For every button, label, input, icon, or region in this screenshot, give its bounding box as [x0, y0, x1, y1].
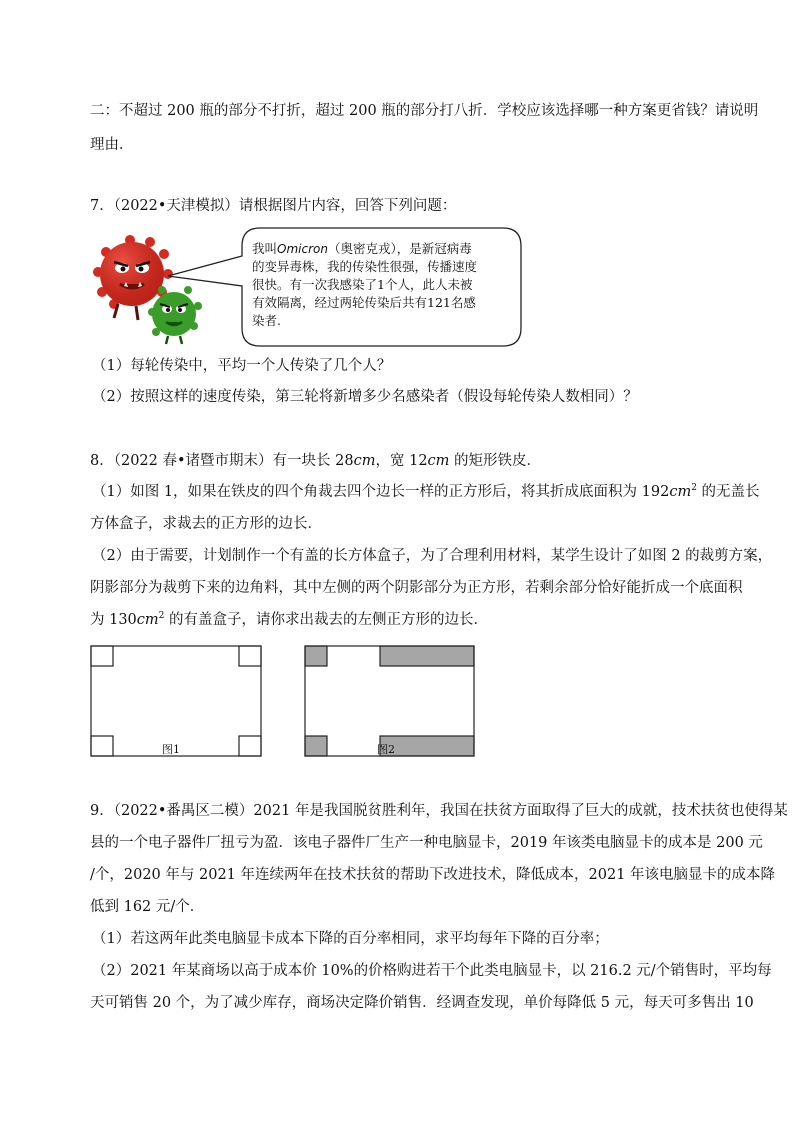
question-9-part-1: （1）若这两年此类电脑显卡成本下降的百分率相同，求平均每年下降的百分率； [92, 931, 609, 947]
bubble-line: 有效隔离，经过两轮传染后共有121名感 [252, 295, 476, 310]
question-8-part-2-cont: 阴影部分为裁剪下来的边角料，其中左侧的两个阴影部分为正方形，若剩余部分恰好能折成一个底面积 [90, 580, 743, 596]
question-7-part-1: （1）每轮传染中，平均一个人传染了几个人？ [92, 358, 392, 374]
question-8-part-2: （2）由于需要，计划制作一个有盖的长方体盒子，为了合理利用材料，某学生设计了如图 2 的裁剪方案， [92, 548, 773, 564]
text-line: 二：不超过 200 瓶的部分不打折，超过 200 瓶的部分打八折．学校应该选择哪一种方案更省钱？请说明 [90, 103, 759, 119]
question-9-heading: 9．（2022•番禺区二模）2021 年是我国脱贫胜利年，我国在扶贫方面取得了巨大的成就，技术扶贫也使得某 [90, 803, 788, 819]
figure-1-caption: 图1 [162, 743, 180, 756]
question-9-text: 低到 162 元/个． [90, 899, 205, 915]
question-8-heading: 8．（2022 春•诸暨市期末）有一块长 28cm，宽 12cm 的矩形铁皮． [90, 453, 542, 469]
question-9-part-2: （2）2021 年某商场以高于成本价 10%的价格购进若干个此类电脑显卡，以 216.2 元/个销售时，平均每 [92, 963, 772, 979]
question-9-text: /个，2020 年与 2021 年连续两年在技术扶贫的帮助下改进技术，降低成本，2021 年该电脑显卡的成本降 [90, 867, 776, 883]
question-8-part-1: （1）如图 1，如果在铁皮的四个角裁去四个边长一样的正方形后，将其折成底面积为 $192cm^2$ 的无盖长 [92, 483, 760, 500]
question-7-part-2: （2）按照这样的速度传染，第三轮将新增多少名感染者（假设每轮传染人数相同）？ [92, 389, 638, 405]
bubble-line: 很快。有一次我感染了1个人，此人未被 [252, 277, 473, 292]
figure-2-caption: 图2 [377, 743, 395, 756]
text-line: 理由． [90, 137, 134, 153]
bubble-line: 的变异毒株，我的传染性很强，传播速度 [252, 259, 478, 274]
bubble-line: 染者. [252, 313, 281, 328]
question-8-part-1-cont: 方体盒子，求裁去的正方形的边长． [90, 516, 322, 532]
bubble-line: 我叫Omicron（奥密克戎），是新冠病毒 [252, 241, 472, 256]
question-9-text: 县的一个电子器件厂扭亏为盈．该电子器件厂生产一种电脑显卡，2019 年该类电脑显卡的成本是 200 元 [90, 835, 763, 851]
question-9-part-2-cont: 天可销售 20 个，为了减少库存，商场决定降价销售．经调查发现，单价每降低 5 元，每天可多售出 10 [90, 995, 754, 1011]
question-7-heading: 7．（2022•天津模拟）请根据图片内容，回答下列问题： [90, 198, 457, 214]
question-8-part-2-cont: 为 $130cm^2$ 的有盖盒子，请你求出裁去的左侧正方形的边长． [90, 611, 489, 628]
